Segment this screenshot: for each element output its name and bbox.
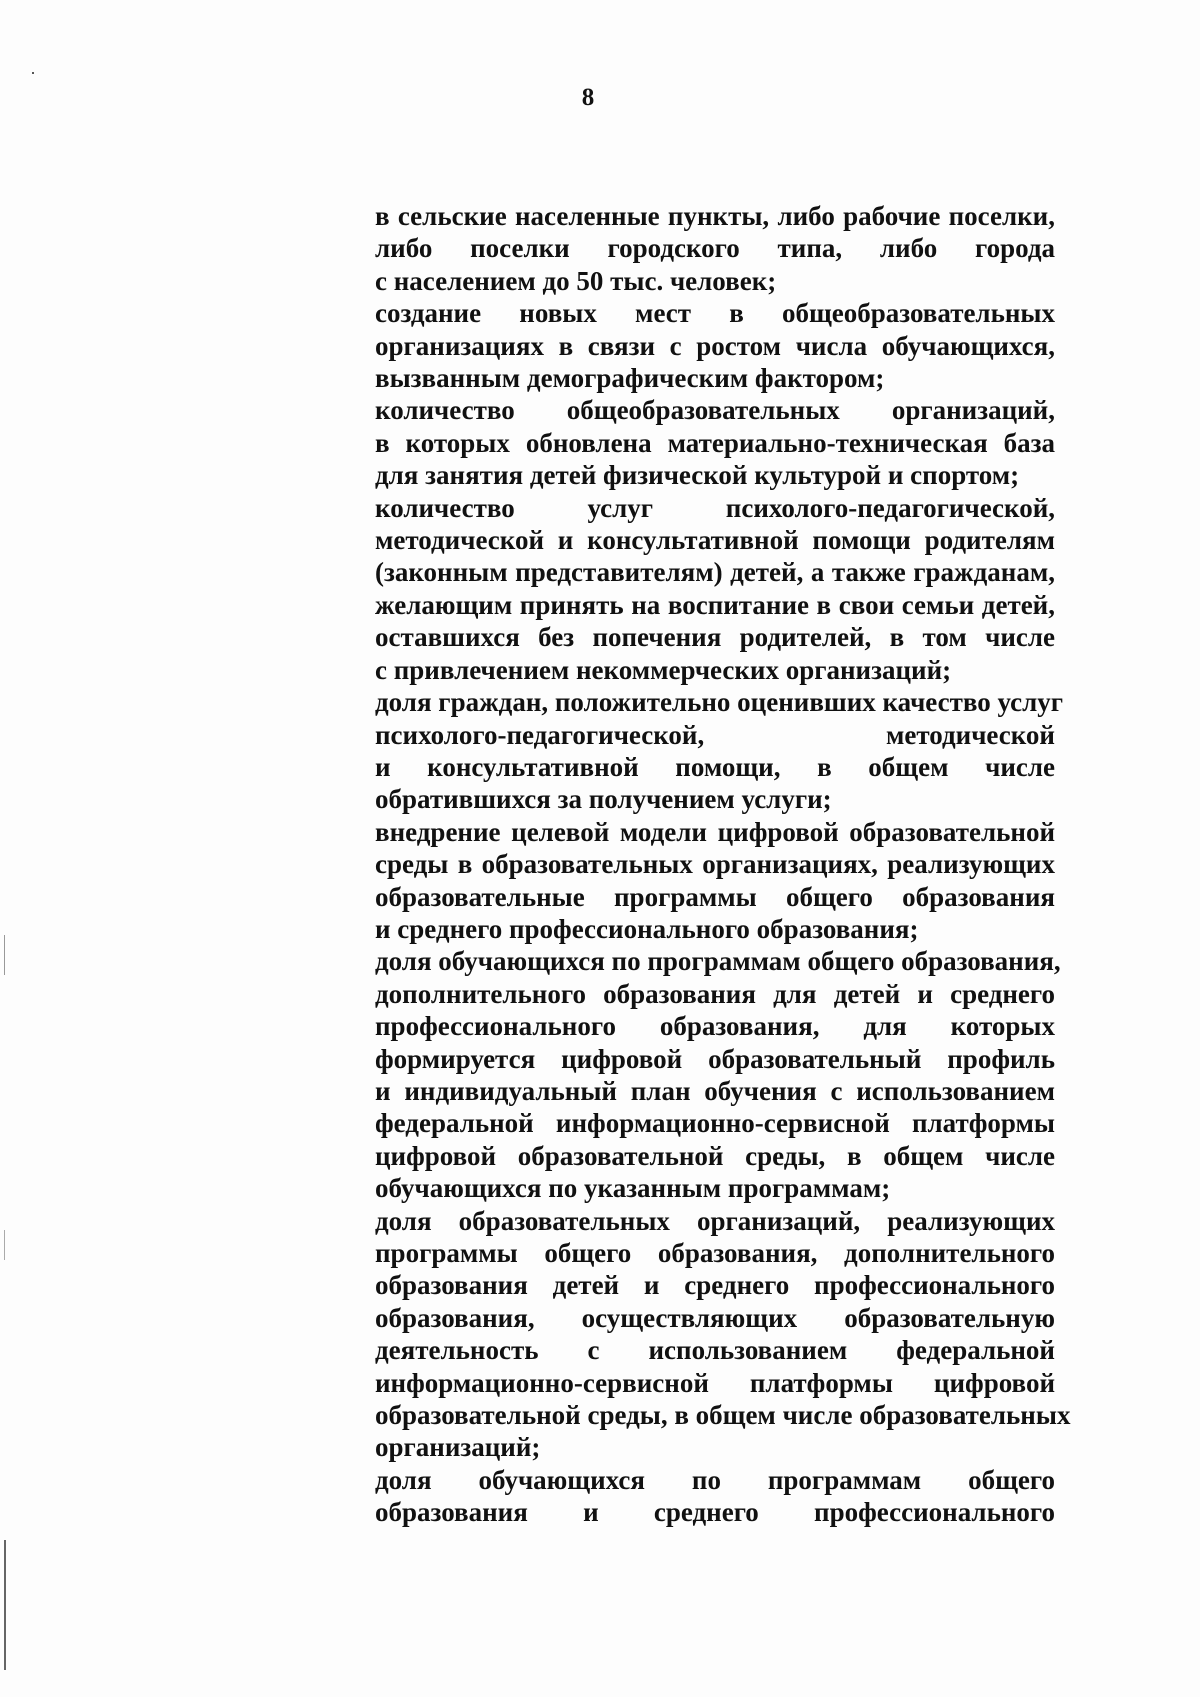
paragraph <box>375 1205 1071 1464</box>
text-line: с привлечением некоммерческих организаций; <box>375 654 952 685</box>
text-line: образования детей и среднего профессионального <box>375 1270 1055 1301</box>
text-line: вызванным демографическим фактором; <box>375 363 885 394</box>
paragraph <box>375 816 1055 946</box>
paragraph <box>375 945 1061 1204</box>
text-line: деятельность с использованием федеральной <box>375 1335 1055 1366</box>
text-line: оставшихся без попечения родителей, в том числе <box>375 622 1055 653</box>
text-line: в которых обновлена материально-техническая база <box>375 427 1055 458</box>
text-line: формируется цифровой образовательный профиль <box>375 1043 1055 1074</box>
text-line: программы общего образования, дополнительного <box>375 1238 1055 1268</box>
text-line: доля обучающихся по программам общего <box>375 1464 1055 1495</box>
text-line: образовательные программы общего образования <box>375 881 1055 912</box>
scan-speck <box>32 72 34 74</box>
text-line: для занятия детей физической культурой и спортом; <box>375 460 1020 491</box>
text-line: образовательной среды, в общем числе образовательных <box>375 1400 1071 1431</box>
text-line: либо поселки городского типа, либо города <box>375 233 1055 264</box>
text-line: создание новых мест в общеобразовательных <box>375 298 1055 329</box>
page-number: 8 <box>581 84 595 111</box>
text-line: методической и консультативной помощи родителям <box>375 525 1055 556</box>
text-line: федеральной информационно-сервисной платформы <box>375 1108 1055 1139</box>
text-line: дополнительного образования для детей и среднего <box>375 978 1055 1009</box>
document-body <box>375 200 1071 1529</box>
scan-edge-mark <box>4 1540 6 1670</box>
paragraph <box>375 492 1055 686</box>
text-line: и среднего профессионального образования; <box>375 913 919 944</box>
text-line: доля образовательных организаций, реализующих <box>375 1205 1055 1236</box>
text-line: доля граждан, положительно оценивших качество услуг <box>375 687 1064 718</box>
text-line: образования, осуществляющих образовательную <box>375 1302 1055 1333</box>
text-line: количество услуг психолого-педагогической, <box>375 492 1055 523</box>
text-line: внедрение целевой модели цифровой образовательной <box>375 816 1055 847</box>
text-line: в сельские населенные пункты, либо рабочие поселки, <box>375 201 1055 231</box>
text-line: психолого-педагогической, методической <box>375 719 1055 750</box>
paragraph <box>375 686 1064 816</box>
text-line: и индивидуальный план обучения с использованием <box>375 1075 1055 1106</box>
text-line: организаций; <box>375 1432 541 1463</box>
scan-edge-mark <box>4 935 5 975</box>
text-line: обучающихся по указанным программам; <box>375 1173 891 1204</box>
text-line: профессионального образования, для которых <box>375 1011 1055 1042</box>
paragraph <box>375 200 1055 297</box>
paragraph <box>375 1464 1055 1529</box>
text-line: организациях в связи с ростом числа обучающихся, <box>375 330 1055 361</box>
text-line: количество общеобразовательных организаций, <box>375 395 1055 426</box>
text-line: (законным представителям) детей, а также гражданам, <box>375 557 1055 588</box>
text-line: цифровой образовательной среды, в общем числе <box>375 1140 1055 1171</box>
scan-edge-mark <box>4 1230 5 1260</box>
text-line: желающим принять на воспитание в свои семьи детей, <box>375 589 1055 620</box>
text-line: и консультативной помощи, в общем числе <box>375 751 1055 782</box>
text-line: среды в образовательных организациях, реализующих <box>375 849 1055 880</box>
text-line: образования и среднего профессионального <box>375 1497 1055 1528</box>
paragraph <box>375 297 1055 394</box>
text-line: с населением до 50 тыс. человек; <box>375 265 777 296</box>
text-line: доля обучающихся по программам общего образования, <box>375 946 1061 977</box>
paragraph <box>375 394 1055 491</box>
text-line: информационно-сервисной платформы цифровой <box>375 1367 1055 1398</box>
text-line: обратившихся за получением услуги; <box>375 784 832 815</box>
